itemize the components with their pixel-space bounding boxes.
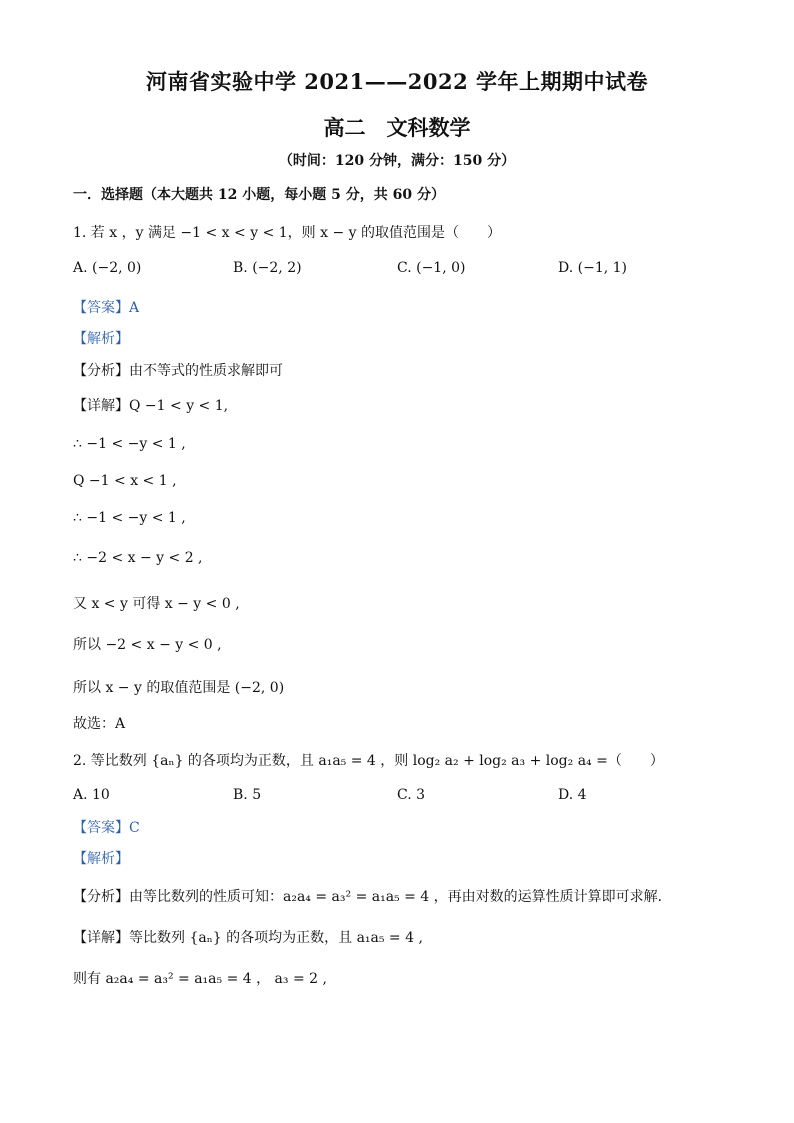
q1-option-b: B. (−2, 2): [233, 260, 302, 276]
q1-step: ∴ −1 < −y < 1 ,: [73, 510, 186, 526]
question-2-stem: 2. 等比数列 {aₙ} 的各项均为正数，且 a₁a₅ = 4 ，则 log₂ a₂ + log₂ a₃ + log₂ a₄ =（ ）: [73, 753, 664, 769]
section-heading: 一．选择题（本大题共 12 小题，每小题 5 分，共 60 分）: [73, 187, 445, 203]
q1-step: 故选：A: [73, 716, 126, 732]
q1-step: ∴ −2 < x − y < 2 ,: [73, 550, 203, 566]
q1-step: 所以 x − y 的取值范围是 (−2, 0): [73, 680, 285, 696]
q2-option-a: A. 10: [73, 787, 110, 803]
exam-subtitle: 高二 文科数学: [323, 115, 471, 140]
q2-step: 则有 a₂a₄ = a₃² = a₁a₅ = 4 ， a₃ = 2 ,: [73, 971, 327, 987]
q1-step: 所以 −2 < x − y < 0 ,: [73, 637, 222, 653]
q1-step: Q −1 < x < 1 ,: [73, 473, 177, 489]
q2-option-d: D. 4: [558, 787, 587, 803]
q1-option-d: D. (−1, 1): [558, 260, 627, 276]
q2-option-c: C. 3: [397, 787, 426, 803]
q1-option-a: A. (−2, 0): [73, 260, 142, 276]
q1-step: ∴ −1 < −y < 1 ,: [73, 436, 186, 452]
q1-step: 【详解】Q −1 < y < 1,: [73, 398, 229, 414]
q2-analysis-heading: 【解析】: [73, 851, 129, 867]
exam-title: 河南省实验中学 2021——2022 学年上期期中试卷: [145, 69, 648, 94]
q1-answer: 【答案】A: [73, 300, 140, 316]
q2-step: 【详解】等比数列 {aₙ} 的各项均为正数，且 a₁a₅ = 4 ,: [73, 930, 423, 946]
q1-step: 又 x < y 可得 x − y < 0 ,: [73, 596, 240, 612]
q2-analysis: 【分析】由等比数列的性质可知：a₂a₄ = a₃² = a₁a₅ = 4 ，再由对数的运算性质计算即可求解．: [73, 889, 672, 905]
q2-answer: 【答案】C: [73, 820, 140, 836]
q1-analysis-heading: 【解析】: [73, 331, 129, 347]
question-1-stem: 1. 若 x ，y 满足 −1 < x < y < 1，则 x − y 的取值范围是（ ）: [73, 225, 501, 241]
q1-analysis: 【分析】由不等式的性质求解即可: [73, 363, 283, 379]
exam-info: （时间：120 分钟，满分：150 分）: [278, 153, 516, 169]
q1-option-c: C. (−1, 0): [397, 260, 466, 276]
q2-option-b: B. 5: [233, 787, 262, 803]
